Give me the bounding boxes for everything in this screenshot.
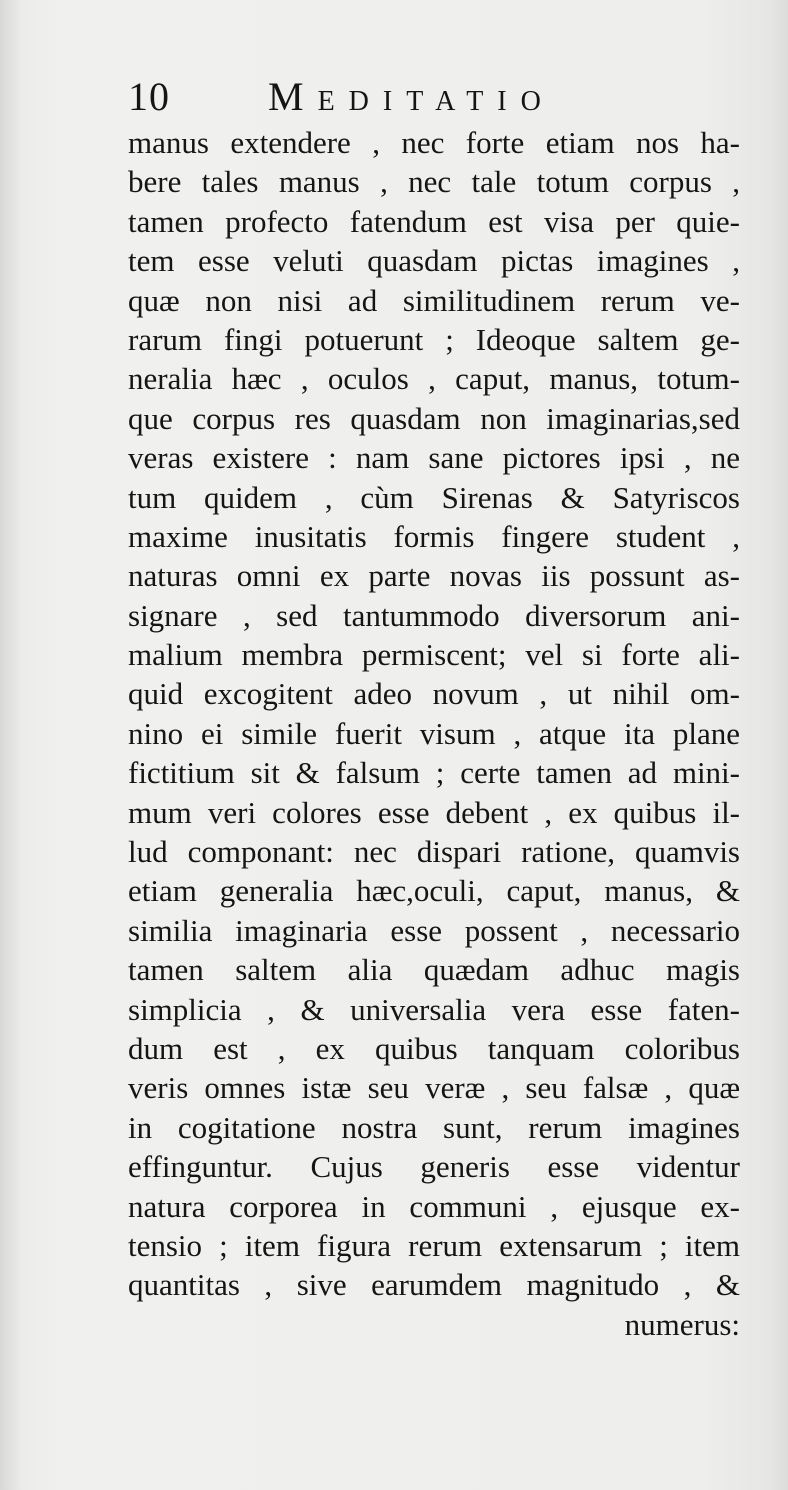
text-line: nino ei simile fuerit visum , atque ita plane — [128, 715, 740, 751]
text-line: tem esse veluti quasdam pictas imagines , — [128, 243, 740, 279]
text-line: tensio ; item figura rerum extensarum ; item — [128, 1227, 740, 1263]
text-line: veris omnes istæ seu veræ , seu falsæ , quæ — [128, 1070, 740, 1106]
running-title: Meditatio — [268, 74, 555, 119]
text-line: natura corporea in communi , ejusque ex- — [128, 1188, 740, 1224]
catchword-line: numerus: — [624, 1306, 740, 1342]
text-line: maxime inusitatis formis fingere student , — [128, 518, 740, 554]
text-line: tamen profecto fatendum est visa per quie- — [128, 203, 740, 239]
text-line: etiam generalia hæc,oculi, caput, manus, & — [128, 873, 740, 909]
text-line: tum quidem , cùm Sirenas & Satyriscos — [128, 479, 740, 515]
text-line: malium membra permiscent; vel si forte ali- — [128, 637, 740, 673]
text-line: similia imaginaria esse possent , necessario — [128, 912, 740, 948]
text-line: bere tales manus , nec tale totum corpus , — [128, 164, 740, 200]
text-line: que corpus res quasdam non imaginarias,sed — [128, 400, 740, 436]
text-line: effinguntur. Cujus generis esse videntur — [128, 1149, 740, 1185]
text-line: veras existere : nam sane pictores ipsi , ne — [128, 440, 740, 476]
text-line: in cogitatione nostra sunt, rerum imagines — [128, 1109, 740, 1145]
text-line: dum est , ex quibus tanquam coloribus — [128, 1030, 740, 1066]
text-line: naturas omni ex parte novas iis possunt as- — [128, 558, 740, 594]
text-line: tamen saltem alia quædam adhuc magis — [128, 952, 740, 988]
text-line: fictitium sit & falsum ; certe tamen ad mini- — [128, 755, 740, 791]
text-line: rarum fingi potuerunt ; Ideoque saltem ge- — [128, 321, 740, 357]
text-line: quid excogitent adeo novum , ut nihil om- — [128, 676, 740, 712]
page-number: 10 — [128, 74, 170, 119]
text-line: manus extendere , nec forte etiam nos ha- — [128, 125, 740, 160]
body-text — [128, 123, 740, 1344]
text-line: quæ non nisi ad similitudinem rerum ve- — [128, 282, 740, 318]
page-header — [128, 72, 748, 122]
text-line: neralia hæc , oculos , caput, manus, totum- — [128, 361, 740, 397]
text-line: mum veri colores esse debent , ex quibus il- — [128, 794, 740, 830]
text-line: signare , sed tantummodo diversorum ani- — [128, 597, 740, 633]
text-line: lud componant: nec dispari ratione, quamvis — [128, 834, 740, 870]
text-line: simplicia , & universalia vera esse faten- — [128, 991, 740, 1027]
text-line: quantitas , sive earumdem magnitudo , & — [128, 1267, 740, 1303]
